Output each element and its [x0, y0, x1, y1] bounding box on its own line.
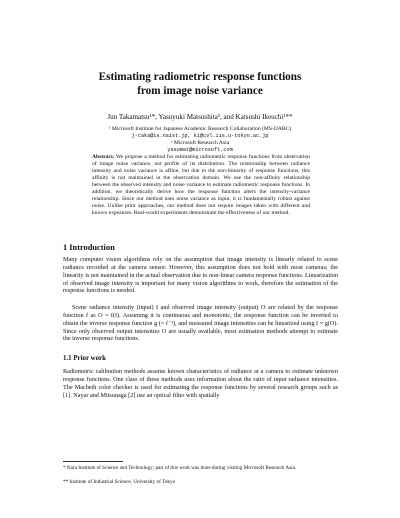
footnote-2: ** Institute of Industrial Science, University of Tokyo — [63, 479, 176, 485]
affiliation-1: ¹ Microsoft Institute for Japanese Academic Research Collaboration (MS-IJARC) — [108, 126, 292, 132]
subsection-heading-prior-work: 1.1 Prior work — [63, 355, 106, 362]
section-heading-introduction: 1 Introduction — [63, 243, 115, 252]
intro-paragraph-2: Scene radiance intensity (input) I and observed image intensity (output) O are related by the response function f as O = f(I). Assuming it is continuous and monotonic, the response function can be inverted to obtain the inverse response function g (= f⁻¹), and measured image intensities can be linearized using I = g(O). Since only observed output intensities O are usually available, most estimation methods attempt to estimate the inverse response functions. — [63, 304, 338, 343]
prior-work-paragraph-1: Radiometric calibration methods assume known characteristics of radiance at a camera to estimate unknown response functions. One class of these methods uses information about the ratio of input radiance intensities. The Macbeth color checker is used for estimating the response functions by several research groups such as [1]. Nayar and Mitsunaga [2] use an optical filter with spatially — [63, 368, 338, 399]
footnote-rule — [63, 461, 123, 462]
title-line-1: Estimating radiometric response functions — [98, 71, 302, 83]
affiliation-1-email: j-taka@is.naist.jp, ki@cvl.iis.u-tokyo.ac.jp — [131, 133, 269, 139]
intro-paragraph-1: Many computer vision algorithms rely on the assumption that image intensity is linearly related to scene radiance recorded at the camera sensor. However, this assumption does not hold with most cameras; the linearity is not maintained in the actual observation due to non-linear camera response functions. Linearization of observed image intensity is important for many vision algorithms to work, therefore the estimation of the response functions is needed. — [63, 256, 338, 295]
title-line-2: from image noise variance — [137, 84, 263, 97]
abstract-text: We propose a method for estimating radiometric response functions from observation of image noise variance, not profile of its distribution. The relationship between radiance intensity and noise variance is affine, but due to the non-linearity of response functions, this affinity is not maintained in the observation domain. We use the non-affinity relationship between the observed intensity and noise variance to estimate radiometric response functions. In addition, we theoretically derive how the response function alters the intensity-variance relationship. Since our method uses noise variance as input, it is fundamentally robust against noise. Unlike prior approaches, our method does not require images taken with different and known exposures. Real-world experiments demonstrate the effectiveness of our method. — [92, 154, 310, 217]
author-list: Jun Takamatsu¹*, Yasuyuki Matsushita², and Katsushi Ikeuchi¹** — [107, 113, 293, 121]
affiliation-2: ² Microsoft Research Asia — [170, 140, 230, 146]
affiliation-2-email: yasumat@microsoft.com — [167, 147, 233, 153]
footnote-1: * Nara Institute of Science and Technology; part of this work was done during visiting Microsoft Research Asia. — [63, 465, 297, 471]
abstract — [92, 154, 310, 217]
paper-title — [40, 71, 360, 98]
abstract-label: Abstract. — [92, 154, 115, 160]
